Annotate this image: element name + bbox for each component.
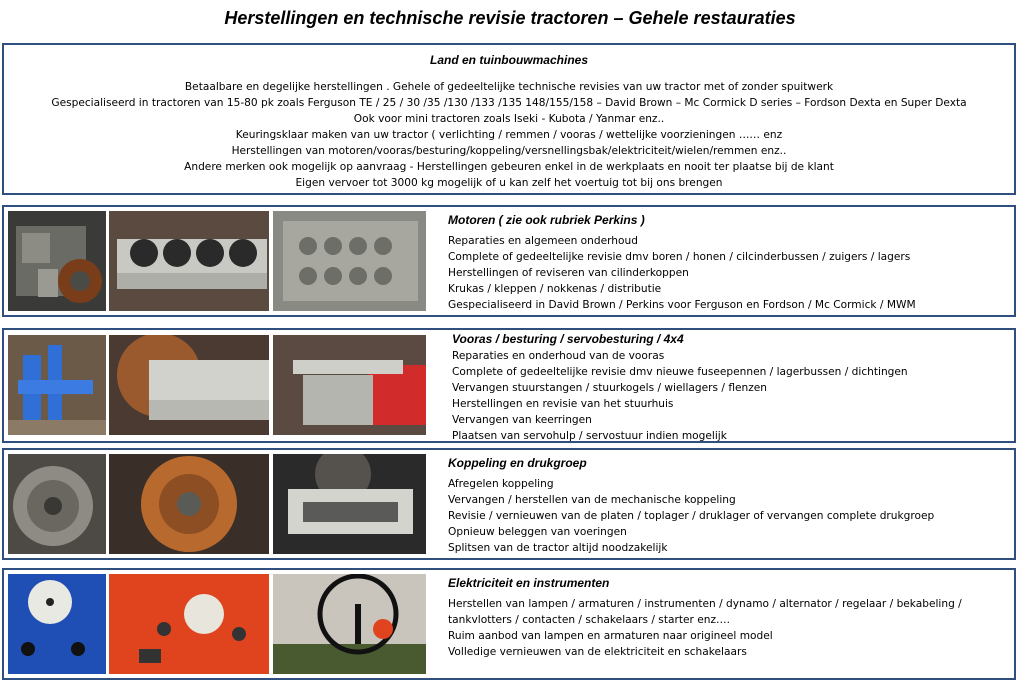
intro-line: Keuringsklaar maken van uw tractor ( verlichting / remmen / vooras / wettelijke voorzieningen …… enz: [235, 129, 783, 141]
flywheel-photo: [8, 454, 106, 554]
section-line: Herstellen van lampen / armaturen / instrumenten / dynamo / alternator / regelaar / bekabeling /: [448, 598, 962, 610]
section-line: Vervangen stuurstangen / stuurkogels / wiellagers / flenzen: [452, 382, 768, 394]
section-line: Herstellingen of reviseren van cilinderkoppen: [448, 267, 689, 279]
section-line: Plaatsen van servohulp / servostuur indien mogelijk: [452, 430, 727, 442]
section-heading: Koppeling en drukgroep: [448, 456, 587, 470]
section-line: Vervangen / herstellen van de mechanische koppeling: [448, 494, 736, 506]
steering-wheel-photo: [273, 574, 426, 674]
section-line: tankvlotters / contacten / schakelaars / starter enz….: [448, 614, 730, 626]
intro-line: Eigen vervoer tot 3000 kg mogelijk of u kan zelf het voertuig tot bij ons brengen: [295, 177, 723, 189]
section-motoren: [2, 205, 1016, 317]
section-line: Reparaties en algemeen onderhoud: [448, 235, 638, 247]
axle-housing-photo: [109, 335, 269, 435]
section-line: Vervangen van keerringen: [452, 414, 592, 426]
cylinder-head-photo: [273, 211, 426, 311]
intro-heading: Land en tuinbouwmachines: [429, 53, 588, 67]
intro-line: Andere merken ook mogelijk op aanvraag - Herstellingen gebeuren enkel in de werkplaats en nooit ter plaatse bij de klant: [184, 161, 834, 173]
intro-line: Gespecialiseerd in tractoren van 15-80 pk zoals Ferguson TE / 25 / 30 /35 /130 /133 /135 148/155/158 – David Brown – Mc Cormick D series – Fordson Dexta en Super Dexta: [51, 97, 967, 109]
section-heading: Vooras / besturing / servobesturing / 4x4: [452, 332, 684, 346]
section-line: Herstellingen en revisie van het stuurhuis: [452, 398, 674, 410]
section-line: Krukas / kleppen / nokkenas / distributie: [448, 283, 662, 295]
engine-photo: [8, 211, 106, 311]
section-elektriciteit: [2, 568, 1016, 680]
dashboard-blue-photo: [8, 574, 106, 674]
section-koppeling: [2, 448, 1016, 560]
clutch-plate-photo: [109, 454, 269, 554]
dashboard-orange-photo: [109, 574, 269, 674]
pressure-plate-photo: [273, 454, 426, 554]
intro-box: [2, 43, 1016, 195]
section-line: Reparaties en onderhoud van de vooras: [452, 350, 665, 362]
section-line: Afregelen koppeling: [448, 478, 554, 490]
section-line: Revisie / vernieuwen van de platen / toplager / druklager of vervangen complete drukgroep: [448, 510, 935, 522]
section-line: Complete of gedeeltelijke revisie dmv boren / honen / cilcinderbussen / zuigers / lagers: [448, 251, 911, 263]
steering-housing-photo: [273, 335, 426, 435]
section-line: Gespecialiseerd in David Brown / Perkins voor Ferguson en Fordson / Mc Cormick / MWM: [448, 299, 916, 311]
intro-line: Betaalbare en degelijke herstellingen . Gehele of gedeeltelijke technische revisies van uw tractor met of zonder spuitwerk: [184, 81, 834, 93]
section-line: Complete of gedeeltelijke revisie dmv nieuwe fuseepennen / lagerbussen / dichtingen: [452, 366, 908, 378]
section-line: Volledige vernieuwen van de elektriciteit en schakelaars: [448, 646, 747, 658]
intro-line: Herstellingen van motoren/vooras/besturing/koppeling/versnellingsbak/elektriciteit/wielen/remmen enz..: [231, 145, 787, 157]
section-line: Splitsen van de tractor altijd noodzakelijk: [448, 542, 668, 554]
section-line: Opnieuw beleggen van voeringen: [448, 526, 627, 538]
section-vooras: [2, 328, 1016, 443]
engine-block-photo: [109, 211, 269, 311]
section-heading: Motoren ( zie ook rubriek Perkins ): [448, 213, 645, 227]
intro-line: Ook voor mini tractoren zoals Iseki - Kubota / Yanmar enz..: [353, 113, 665, 125]
page-title: Herstellingen en technische revisie tractoren – Gehele restauraties: [224, 8, 796, 28]
axle-blue-photo: [8, 335, 106, 435]
section-heading: Elektriciteit en instrumenten: [448, 576, 610, 590]
section-line: Ruim aanbod van lampen en armaturen naar origineel model: [448, 630, 773, 642]
